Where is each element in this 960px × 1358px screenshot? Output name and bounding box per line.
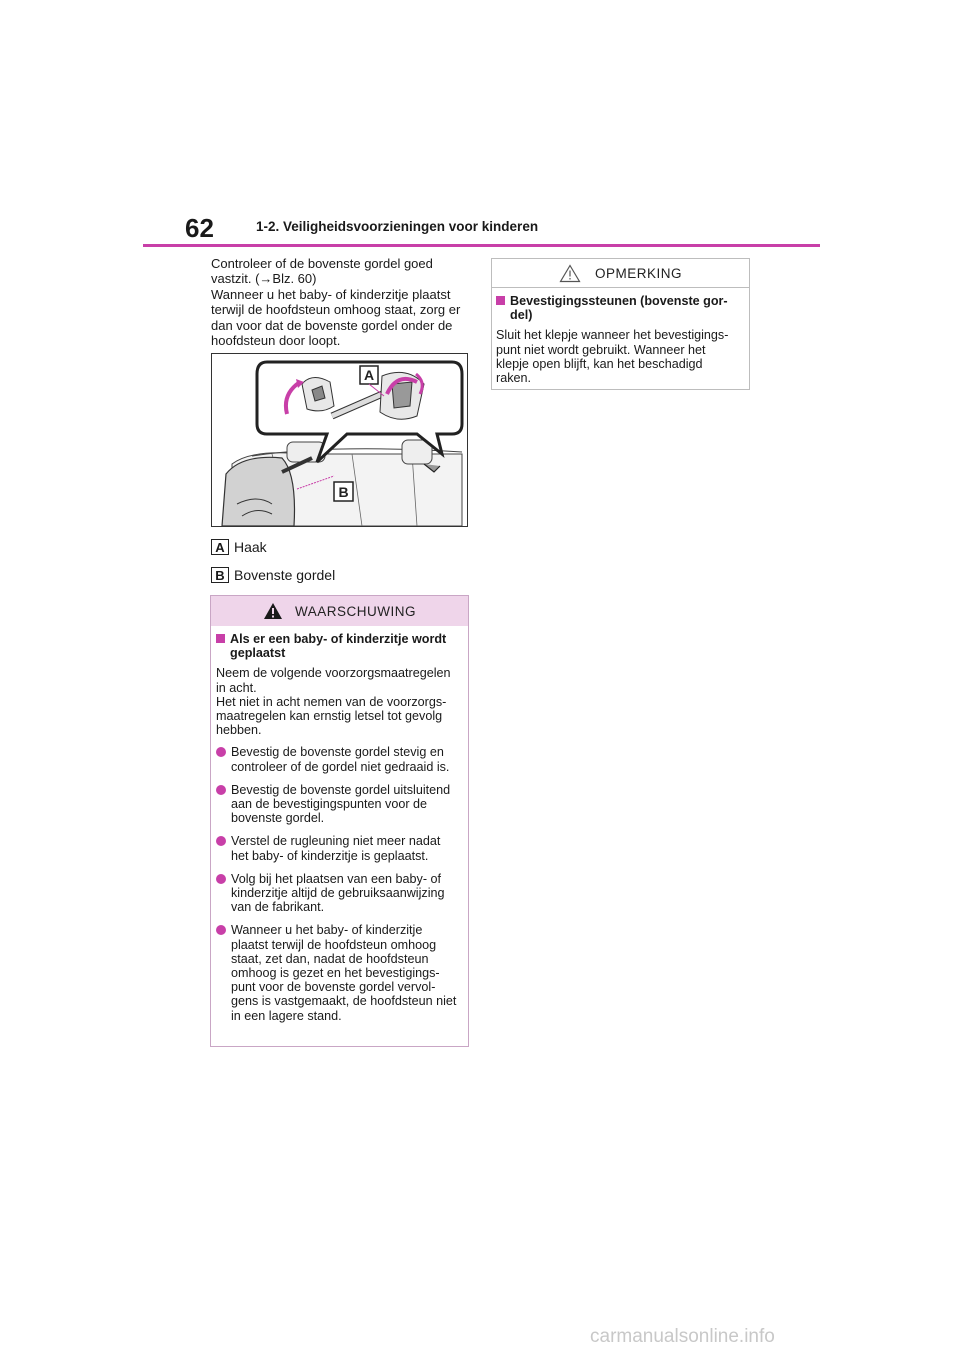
warning-bullet <box>216 923 460 1022</box>
warning-title: WAARSCHUWING <box>295 603 416 619</box>
callout-label-b: B <box>338 484 349 500</box>
warning-para-line: hebben. <box>216 723 262 738</box>
warning-para-line: Neem de volgende voorzorgsmaatregelen <box>216 666 451 681</box>
intro-line: hoofdsteun door loopt. <box>211 333 341 349</box>
bullet-dot-icon <box>216 785 226 795</box>
intro-line: Wanneer u het baby- of kinderzitje plaatst <box>211 286 451 302</box>
legend-text: Bovenste gordel <box>234 567 336 583</box>
note-title: OPMERKING <box>594 265 682 281</box>
seat-illustration-drawing <box>212 354 467 526</box>
intro-line: Controleer of de bovenste gordel goed <box>211 256 433 271</box>
square-bullet-icon <box>216 634 225 643</box>
warning-bullet-text: Wanneer u het baby- of kinderzitje plaatst terwijl de hoofdsteun omhoog staat, zet dan, nadat de hoofdsteun omhoog is gezet en het bevestigings-punt voor de bovenste gordel vervol-gens is vastgemaakt, de hoofdsteun niet in een lagere stand. <box>231 923 457 1023</box>
intro-line: dan voor dat de bovenste gordel onder de <box>211 317 453 333</box>
bullet-dot-icon <box>216 836 226 846</box>
warning-bullet <box>216 745 460 773</box>
legend-item-a <box>211 538 471 556</box>
warning-subheading-text: Als er een baby- of kinderzitje wordt geplaatst <box>230 632 447 661</box>
legend-item-b <box>211 566 471 584</box>
warning-header <box>211 596 468 626</box>
bullet-dot-icon <box>216 747 226 757</box>
watermark: carmanualsonline.info <box>590 1326 775 1347</box>
note-box <box>491 258 750 390</box>
note-text: Sluit het klepje wanneer het bevestigings-punt niet wordt gebruikt. Wanneer het klepje open blijft, kan het beschadigd raken. <box>496 328 729 386</box>
legend-letter: B <box>211 567 229 583</box>
warning-bullet <box>216 872 460 915</box>
warning-paragraph <box>216 666 460 737</box>
intro-line: vastzit. (→Blz. 60) <box>211 271 317 287</box>
caution-triangle-icon <box>559 264 581 283</box>
warning-subheading <box>216 632 460 660</box>
warning-bullet <box>216 834 460 862</box>
note-subheading <box>496 294 741 322</box>
bullet-dot-icon <box>216 874 226 884</box>
warning-bullet-text: Bevestig de bovenste gordel stevig en controleer of de gordel niet gedraaid is. <box>231 745 450 774</box>
legend-letter: A <box>211 539 229 555</box>
square-bullet-icon <box>496 296 505 305</box>
note-subheading-text: Bevestigingssteunen (bovenste gor-del) <box>510 294 728 323</box>
legend-text: Haak <box>234 539 267 555</box>
section-title: 1-2. Veiligheidsvoorzieningen voor kinderen <box>256 219 539 234</box>
warning-para-line: maatregelen kan ernstig letsel tot gevolg <box>216 709 443 724</box>
page-number: 62 <box>185 213 214 243</box>
header-rule <box>143 244 820 247</box>
note-header <box>492 259 749 288</box>
intro-line: terwijl de hoofdsteun omhoog staat, zorg er <box>211 302 461 318</box>
warning-para-line: in acht. <box>216 680 257 695</box>
seat-illustration <box>211 353 468 527</box>
warning-bullet <box>216 783 460 826</box>
warning-bullet-text: Verstel de rugleuning niet meer nadat het baby- of kinderzitje is geplaatst. <box>231 834 441 863</box>
warning-bullet-text: Volg bij het plaatsen van een baby- of kinderzitje altijd de gebruiksaanwijzing van de fabrikant. <box>231 871 445 915</box>
bullet-dot-icon <box>216 925 226 935</box>
warning-para-line: Het niet in acht nemen van de voorzorgs- <box>216 694 447 709</box>
warning-box <box>210 595 469 1047</box>
warning-bullet-text: Bevestig de bovenste gordel uitsluitend aan de bevestigingspunten voor de bovenste gordel. <box>231 782 451 826</box>
warning-triangle-icon <box>263 602 283 620</box>
intro-text <box>211 256 469 348</box>
callout-label-a: A <box>363 367 375 383</box>
